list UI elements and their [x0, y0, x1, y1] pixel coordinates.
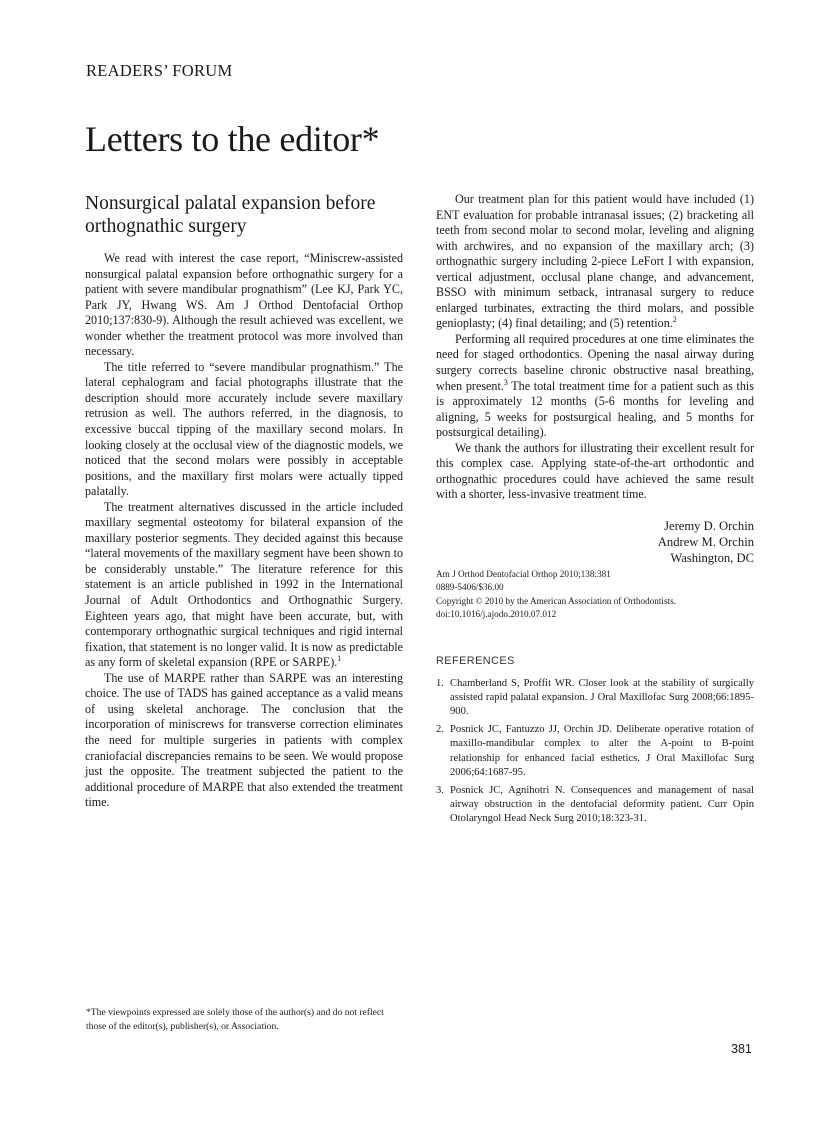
references-heading: REFERENCES — [436, 654, 515, 667]
paragraph: The treatment alternatives discussed in the article included maxillary segmental osteotomy for bilateral expansion of the maxillary posterior segments. They decided against this because “lateral movements of the maxillary segment have been shown to be considerably unstable.” The literature reference for this statement is an article published in 1992 in the International Journal of Adult Orthodontics and Orthognathic Surgery. Eighteen years ago, that might have been accurate, but, with contemporary orthognathic surgical techniques and rigid internal fixation, that statement is no longer valid. It is now as predictable as any form of skeletal expansion (RPE or SARPE).$^1$ — [85, 499, 403, 670]
reference-mark[interactable]: 2 — [672, 315, 677, 325]
reference-item — [436, 677, 754, 720]
left-column — [85, 192, 403, 811]
reference-text: Chamberland S, Proffit WR. Closer look at the stability of surgically assisted rapid palatal expansion. J Oral Maxillofac Surg 2008;66:1895-900. — [450, 677, 754, 717]
doi-link[interactable]: doi:10.1016/j.ajodo.2010.07.012 — [436, 609, 557, 620]
page-title: Letters to the editor* — [85, 119, 380, 159]
reference-mark[interactable]: 3 — [503, 377, 508, 387]
reference-number: 3. — [436, 784, 444, 796]
citation-line: Copyright © 2010 by the American Association of Orthodontists. — [436, 595, 676, 606]
author-name: Andrew M. Orchin — [657, 534, 754, 549]
reference-number: 1. — [436, 677, 444, 689]
citation-line: 0889-5406/$36.00 — [436, 582, 504, 593]
reference-item — [436, 723, 754, 780]
reference-mark[interactable]: 1 — [337, 654, 342, 664]
references-list — [436, 677, 754, 827]
reference-text: Posnick JC, Agnihotri N. Consequences and management of nasal airway obstruction in the dentofacial deformity patient. Curr Opin Otolaryngol Head Neck Surg 2010;18:323-31. — [450, 784, 754, 825]
signature-block — [436, 518, 754, 566]
paragraph: Performing all required procedures at one time eliminates the need for staged orthodontics. Opening the nasal airway during surgery corrects baseline chronic obstructive nasal breathing, when present.$^3$ The total treatment time for a patient such as this is approximately 12 months (5-6 months for leveling and aligning, 5 weeks for postsurgical healing, and 5 months for postsurgical detailing). — [436, 331, 754, 440]
paragraph: We read with interest the case report, “Miniscrew-assisted nonsurgical palatal expansion before orthognathic surgery for a patient with severe mandibular prognathism” (Lee KJ, Park YC, Park JY, Hwang WS. Am J Orthod Dentofacial Orthop 2010;137:830-9). Although the result achieved was excellent, we wonder whether the treatment protocol was more involved than necessary. — [85, 251, 403, 359]
author-location: Washington, DC — [670, 550, 754, 565]
section-label: READERS’ FORUM — [86, 61, 233, 80]
right-column — [436, 192, 754, 831]
article-title: Nonsurgical palatal expansion before orthognathic surgery — [85, 193, 376, 237]
reference-number: 2. — [436, 724, 444, 736]
page-number: 381 — [731, 1042, 752, 1056]
citation-block — [436, 568, 754, 622]
paragraph: The use of MARPE rather than SARPE was an interesting choice. The use of TADS has gained acceptance as a valid means of using skeletal anchorage. The conclusion that the incorporation of miniscrews for transverse correction eliminates the need for multiple surgeries in patients with complex craniofacial discrepancies remains to be seen. We would propose just the opposite. The treatment subjected the patient to the additional procedure of MARPE that also extended the treatment time. — [85, 670, 403, 810]
footnote: *The viewpoints expressed are solely those of the author(s) and do not reflect those of the editor(s), publisher(s), or Association. — [86, 1007, 384, 1032]
paragraph: We thank the authors for illustrating their excellent result for this complex case. Applying state-of-the-art orthodontic and orthognathic procedures could have achieved the same result with a shorter, less-invasive treatment time. — [436, 440, 754, 502]
article-body-left — [85, 251, 403, 811]
paragraph: The title referred to “severe mandibular prognathism.” The lateral cephalogram and facial photographs illustrate that the description should more accurately include severe maxillary retrusion as well. The authors referred, in the diagnosis, to excessive buccal tipping of the maxillary second molars. In looking closely at the occlusal view of the diagnostic models, we noticed that the second molars were possibly in acceptable positions, and the maxillary first molars were actually tipped palatally. — [85, 359, 403, 499]
reference-item — [436, 784, 754, 827]
reference-text: Posnick JC, Fantuzzo JJ, Orchin JD. Deliberate operative rotation of maxillo-mandibular complex to alter the A-point to B-point relationship for enhanced facial esthetics. J Oral Maxillofac Surg 2006;64:1687-95. — [450, 724, 754, 778]
citation-line: Am J Orthod Dentofacial Orthop 2010;138:381 — [436, 568, 611, 579]
article-body-right — [436, 192, 754, 503]
author-name: Jeremy D. Orchin — [664, 518, 754, 533]
paragraph: Our treatment plan for this patient would have included (1) ENT evaluation for probable intranasal issues; (2) bracketing all teeth from second molar to second molar, leveling and aligning with archwires, and no expansion of the maxillary arch; (3) orthognathic surgery including 2-piece LeFort I with expansion, vertical adjustment, occlusal plane change, and advancement, BSSO with minimum setback, intranasal surgery to reduce enlarged turbinates, extracting the third molars, and possible genioplasty; (4) final detailing; and (5) retention.$^2$ — [436, 192, 754, 331]
